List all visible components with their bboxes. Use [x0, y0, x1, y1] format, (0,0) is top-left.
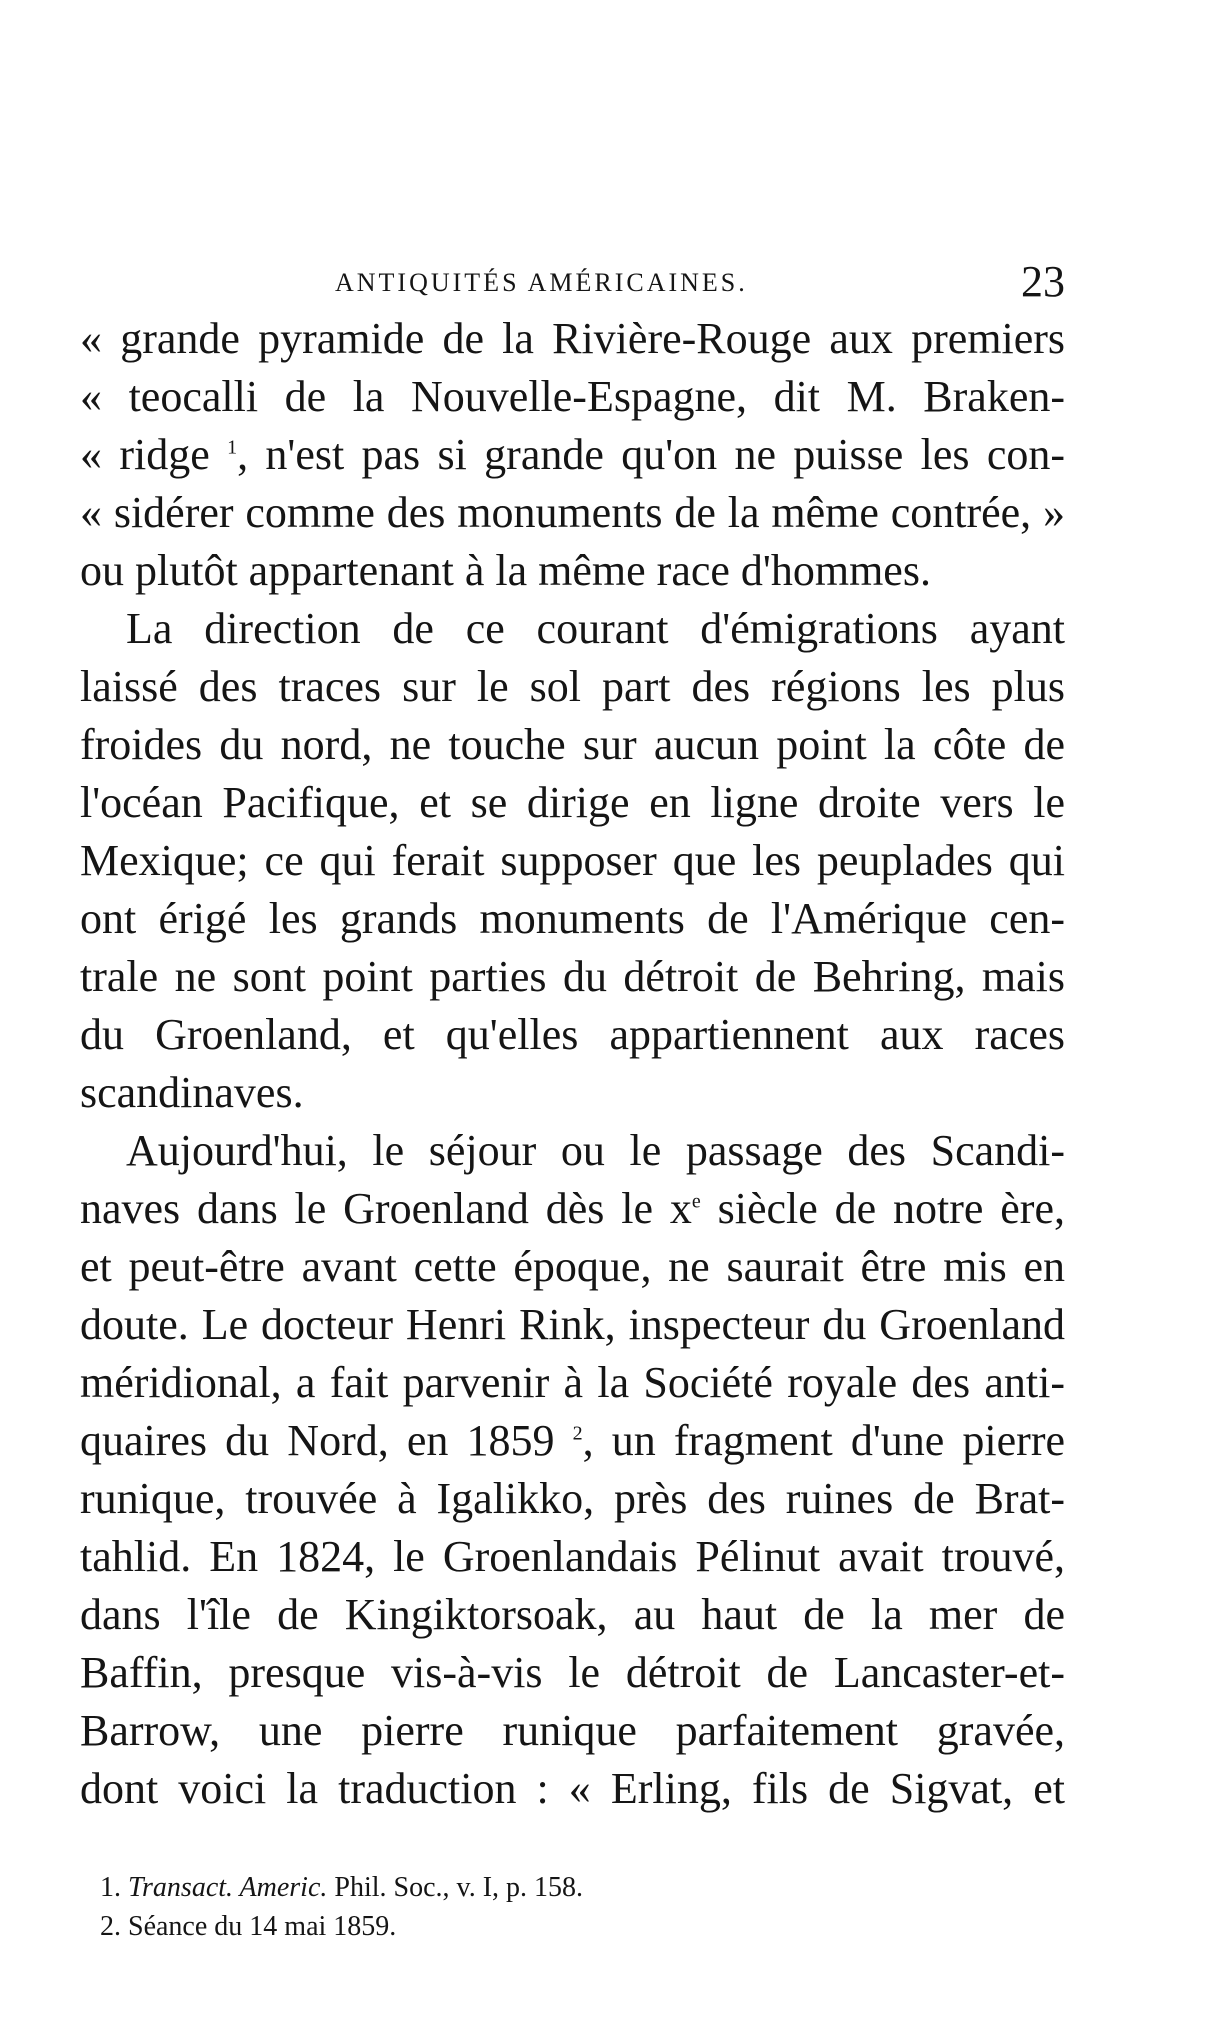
footnote-ref-2: 2 — [572, 1422, 583, 1445]
text-line: l'océan Pacifique, et se dirige en ligne droite vers le — [80, 778, 1065, 827]
footnote-ref-1: 1 — [227, 436, 238, 459]
text-line: Mexique; ce qui ferait supposer que les peuplades qui — [80, 836, 1065, 885]
text-line: trale ne sont point parties du détroit de Behring, mais — [80, 952, 1065, 1001]
text-line: dont voici la traduction : « Erling, fils de Sigvat, et — [80, 1764, 1065, 1813]
text-line: quaires du Nord, en 1859 $^2$, un fragment d'une pierre — [80, 1416, 1065, 1465]
page-number: 23 — [1021, 257, 1065, 306]
text-line: laissé des traces sur le sol part des régions les plus — [80, 662, 1065, 711]
text-line: « teocalli de la Nouvelle-Espagne, dit M. Braken- — [80, 372, 1065, 421]
text-line: ou plutôt appartenant à la même race d'hommes. — [80, 546, 931, 595]
text-line: doute. Le docteur Henri Rink, inspecteur du Groenland — [80, 1300, 1065, 1349]
text-line: « sidérer comme des monuments de la même contrée, » — [80, 488, 1065, 537]
running-title: ANTIQUITÉS AMÉRICAINES. — [335, 268, 748, 297]
text-line: scandinaves. — [80, 1068, 304, 1117]
text-line: runique, trouvée à Igalikko, près des ruines de Brat- — [80, 1474, 1065, 1523]
footnote-2: 2. Séance du 14 mai 1859. — [100, 1911, 397, 1942]
footnotes — [100, 1868, 583, 1946]
text-line: dans l'île de Kingiktorsoak, au haut de la mer de — [80, 1590, 1065, 1639]
text-line: naves dans le Groenland dès le $x^e$ siècle de notre ère, — [80, 1184, 1065, 1233]
text-line: Aujourd'hui, le séjour ou le passage des Scandi- — [126, 1126, 1065, 1175]
text-line: « ridge $^1$, n'est pas si grande qu'on ne puisse les con- — [80, 430, 1066, 479]
text-line: méridional, a fait parvenir à la Société royale des anti- — [80, 1358, 1065, 1407]
text-line: ont érigé les grands monuments de l'Amérique cen- — [80, 894, 1065, 943]
text-line: Baffin, presque vis-à-vis le détroit de Lancaster-et- — [80, 1648, 1065, 1697]
text-line: « grande pyramide de la Rivière-Rouge aux premiers — [80, 314, 1065, 363]
superscript-e: e — [691, 1190, 701, 1213]
text-line: tahlid. En 1824, le Groenlandais Pélinut avait trouvé, — [80, 1532, 1065, 1581]
footnote-1: 1. Transact. Americ. Phil. Soc., v. I, p. 158. — [100, 1872, 584, 1903]
text-line: froides du nord, ne touche sur aucun point la côte de — [80, 720, 1065, 769]
text-line: Barrow, une pierre runique parfaitement gravée, — [80, 1706, 1065, 1755]
page-header — [80, 257, 1065, 306]
text-line: du Groenland, et qu'elles appartiennent aux races — [80, 1010, 1065, 1059]
text-line: et peut-être avant cette époque, ne saurait être mis en — [80, 1242, 1065, 1291]
body-text — [80, 310, 1065, 1818]
text-line: La direction de ce courant d'émigrations ayant — [126, 604, 1065, 653]
